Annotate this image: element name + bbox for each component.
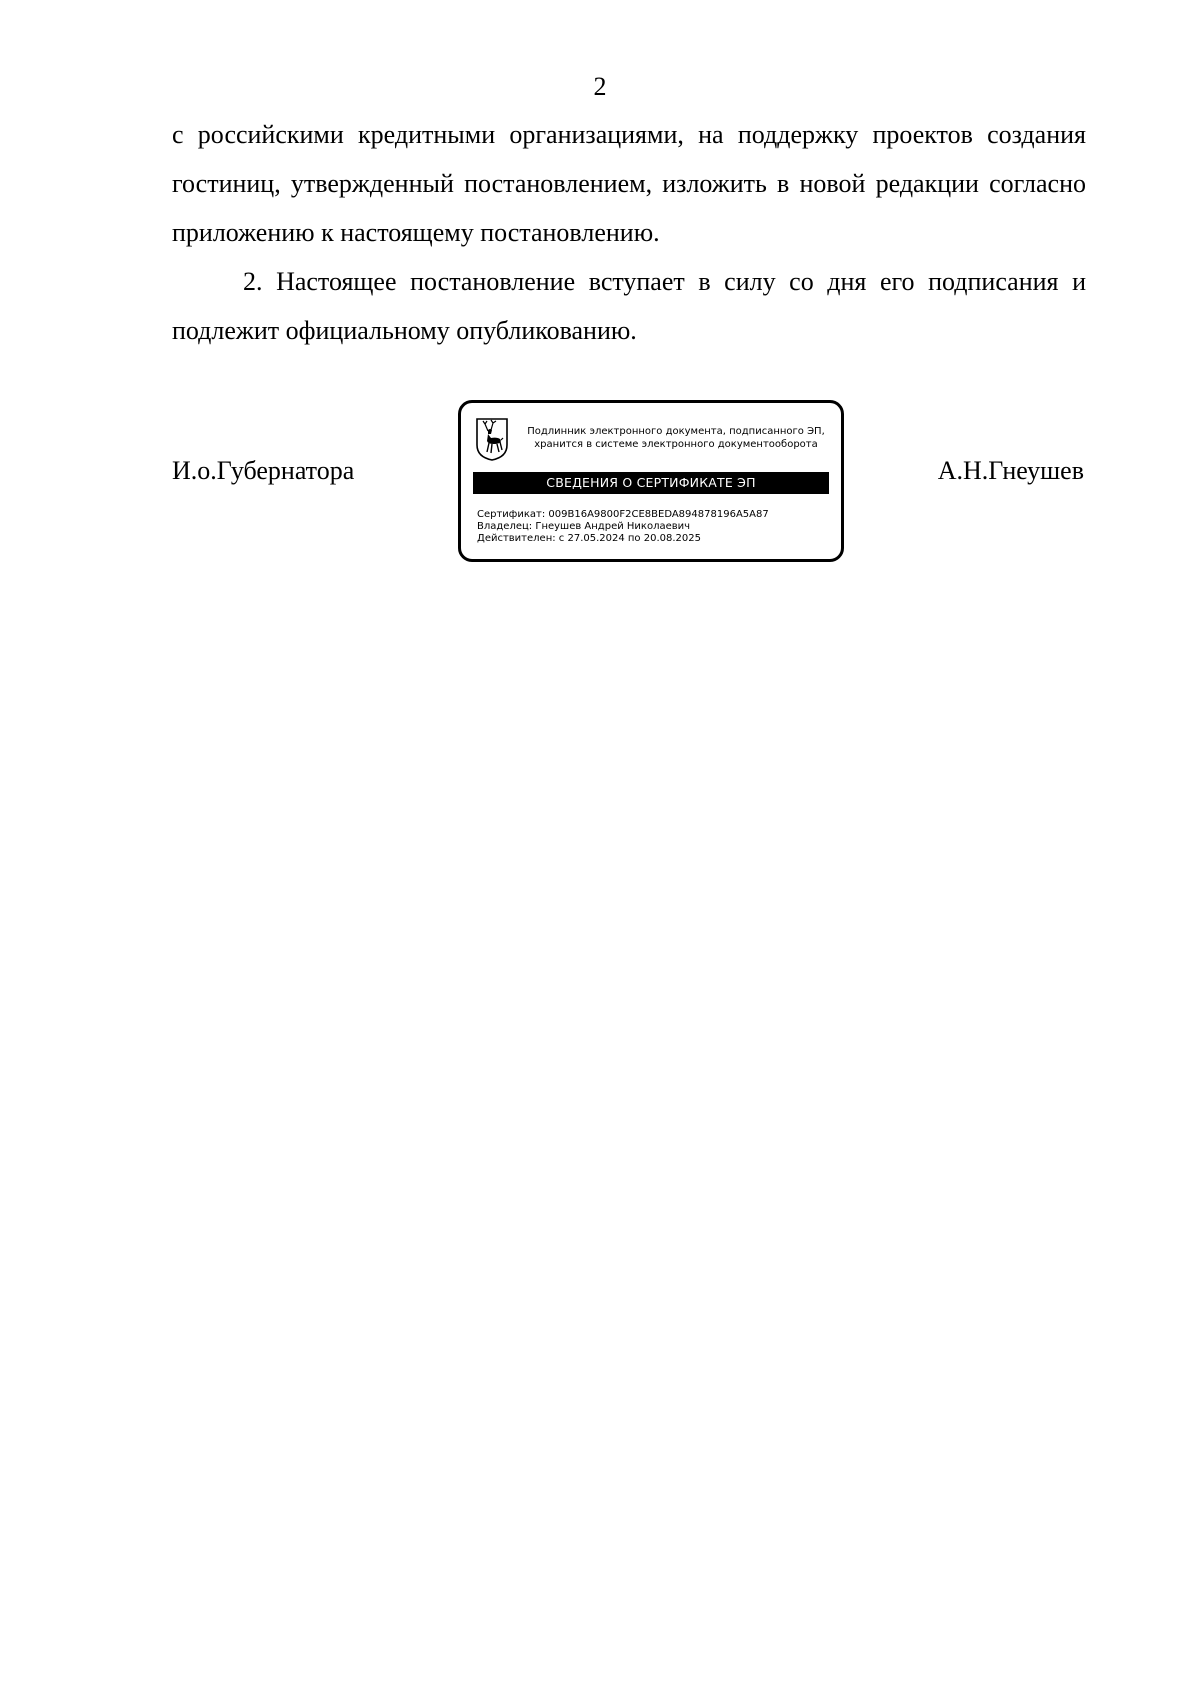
stamp-header-line1: Подлинник электронного документа, подписанного ЭП, [527,426,825,437]
stamp-owner: Владелец: Гнеушев Андрей Николаевич [477,521,691,532]
signer-title: И.о.Губернатора [172,456,355,485]
electronic-signature-stamp [458,400,844,562]
coat-of-arms-deer-icon [475,417,509,461]
paragraph-continuation: с российскими кредитными организациями, на поддержку проектов создания гостиниц, утвержденный постановлением, изложить в новой редакции согласно приложению к настоящему постановлению. [172,120,1086,247]
stamp-header-line2: хранится в системе электронного документооборота [534,439,818,450]
document-body [172,110,1086,355]
page-number: 2 [593,72,607,101]
paragraph-2: 2. Настоящее постановление вступает в силу со дня его подписания и подлежит официальному опубликованию. [172,267,1086,345]
stamp-certificate: Сертификат: 009B16A9800F2CE8BEDA894878196A5A87 [477,509,769,520]
stamp-title-bar: СВЕДЕНИЯ О СЕРТИФИКАТЕ ЭП [473,472,829,494]
signer-name: А.Н.Гнеушев [937,456,1084,485]
stamp-details [477,509,833,545]
stamp-header [513,425,839,451]
stamp-validity: Действителен: с 27.05.2024 по 20.08.2025 [477,533,701,544]
